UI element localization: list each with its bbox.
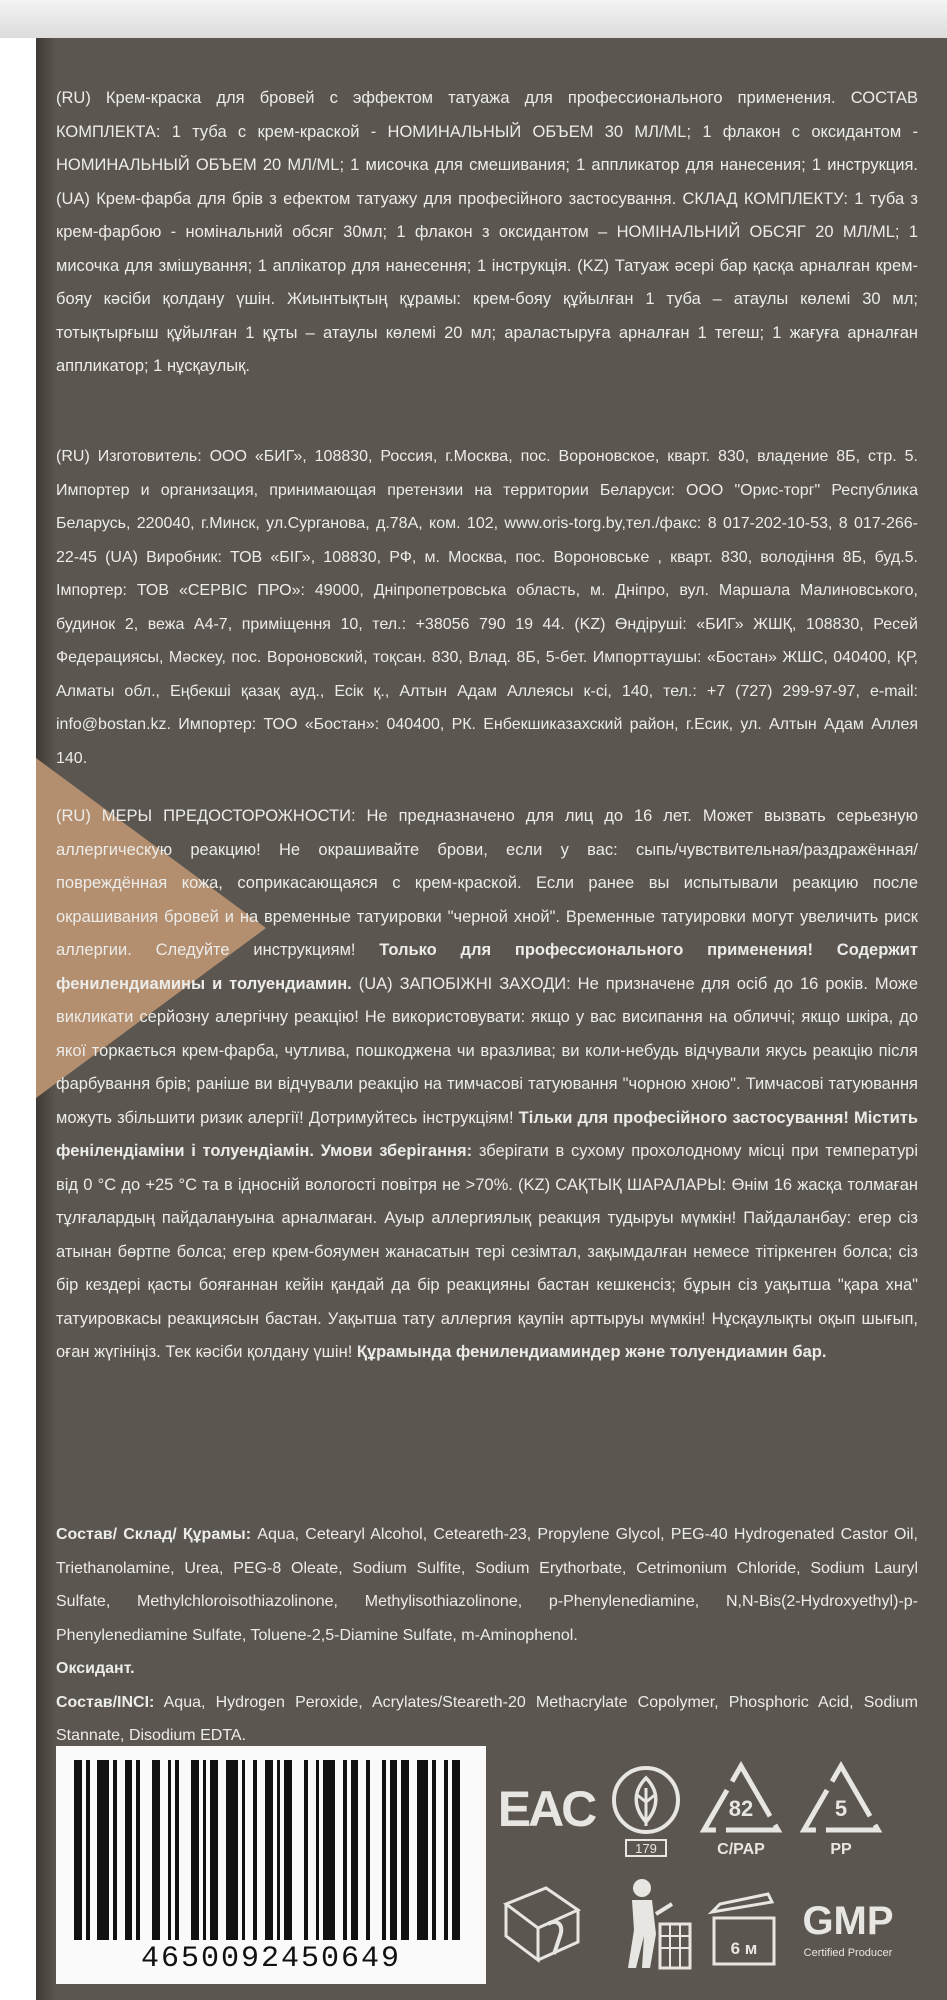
precautions-part1: (RU) МЕРЫ ПРЕДОСТОРОЖНОСТИ: Не предназначено для лиц до 16 лет. Может вызвать серьезную аллергическую реакцию! Не окрашивайте брови, если у вас: сыпь/чувствительная/раздражённая/повреждённая кожа, соприкасающаяся с крем-краской. Если ранее вы испытывали реакцию после окрашивания бровей и на временные татуировки "черной хной". Временные татуировки могут увеличить риск аллергии. Следуйте инструкциям! xyxy=(56,807,918,959)
precautions-part3: зберігати в сухому прохолодному місці при температурі від 0 °С до +25 °С та в ідносній вологості повітря не >70%. (KZ) САҚТЫҚ ШАРАЛАРЫ: Өнім 16 жасқа толмаған тұлғалардың пайдалануына арналмаған. Ауыр аллергиялық реакция тудыруы мүмкін! Пайдаланбау: егер сіз атынан бөртпе болса; егер крем-бояумен жанасатын тері сезімтал, зақымдалған немесе тітіркенген болса; сіз бір кездері қасты бояғаннан кейін қандай да бір реакцияны бастан кешкенсіз; бұрын сіз уақытша "қара хна" татуировкасы реакциясын бастан. Уақытша тату аллергия қаупін арттыруы мүмкін! Нұсқаулықты оқып шығып, оған жүгініңіз. Тек кәсіби қолдану үшін! xyxy=(56,1142,918,1361)
ingredients-text xyxy=(56,1518,918,1652)
leaf-symbol-icon xyxy=(606,1760,686,1860)
manufacturer-block xyxy=(56,440,918,775)
read-instructions-icon xyxy=(498,1874,588,1974)
precautions-bold2: Тільки для професійного застосування! Містить фенілендіаміни і толуендіамін. Умови зберігання: xyxy=(56,1108,918,1160)
inci-list: Aqua, Hydrogen Peroxide, Acrylates/Steareth-20 Methacrylate Copolymer, Phosphoric Acid, Sodium Stannate, Disodium EDTA. xyxy=(56,1693,918,1744)
inci-text xyxy=(56,1686,918,1753)
pao-jar-icon xyxy=(704,1884,784,1974)
eac-mark-text: EAC xyxy=(497,1781,595,1837)
recycle-pp-label: PP xyxy=(830,1841,852,1858)
gmp-text: GMP xyxy=(802,1899,894,1943)
precautions-part2: (UA) ЗАПОБІЖНІ ЗАХОДИ: Не призначене для осіб до 16 років. Може викликати серйозну алергічну реакцію! Не використовувати: якщо у вас висипання на обличчі; якщо шкіра, до якої торкається крем-фарба, чутлива, пошкоджена чи вразлива; ви коли-небудь відчували якусь реакцію після фарбування брів; раніше ви відчували реакцію на тимчасові татуювання "чорною хною". Тимчасові татуювання можуть збільшити ризик алергії! Дотримуйтесь інструкціям! xyxy=(56,974,919,1127)
recycle-pp-number: 5 xyxy=(834,1796,848,1821)
precautions-bold3: Құрамында фенилендиаминдер және толуендиамин бар. xyxy=(356,1343,827,1361)
package-back-panel xyxy=(36,38,947,2000)
recycle-cpap-icon xyxy=(696,1760,786,1860)
precautions-bold1: Только для профессионального применения! Содержит фенилендиамины и толуендиамин. xyxy=(56,941,919,993)
recycle-cpap-number: 82 xyxy=(728,1796,754,1821)
ingredients-list: Aqua, Cetearyl Alcohol, Ceteareth-23, Propylene Glycol, PEG-40 Hydrogenated Castor Oil, Triethanolamine, Urea, PEG-8 Oleate, Sodium Sulfite, Sodium Erythorbate, Cetrimonium Chloride, Sodium Lauryl Sulfate, Methylchloroisothiazolinone, Methylisothiazolinone, p-Phenylenediamine, N,N-Bis(2-Hydroxyethyl)-p-Phenylenediamine Sulfate, Toluene-2,5-Diamine Sulfate, m-Aminophenol. xyxy=(56,1526,919,1644)
eac-mark-icon xyxy=(497,1766,595,1846)
barcode-bars xyxy=(74,1760,468,1940)
manufacturer-text: (RU) Изготовитель: ООО «БИГ», 108830, Россия, г.Москва, пос. Вороновское, кварт. 830, владение 8Б, стр. 5. Импортер и организация, принимающая претензии на территории Беларуси: ООО "Орис-торг" Республика Беларусь, 220040, г.Минск, ул.Сурганова, д.78А, ком. 102, www.oris-torg.by,тел./факс: 8 017-202-10-53, 8 017-266-22-45 (UA) Виробник: ТОВ «БІГ», 108830, РФ, м. Москва, пос. Вороновське , кварт. 830, володіння 8Б, буд.5. Імпортер: ТОВ «СЕРВІС ПРО»: 49000, Дніпропетровська область, м. Дніпро, вул. Маршала Малиновського, будинок 2, вежа А4-7, приміщення 10, тел.: +38056 790 19 44. (KZ) Өндіруші: «БИГ» ЖШҚ, 108830, Ресей Федерациясы, Мәскеу, пос. Вороновский, тоқсан. 830, Влад. 8Б, 5-бет. Импорттаушы: «Бостан» ЖШС, 040400, ҚР, Алматы обл., Еңбекші қазақ ауд., Есік қ., Алтын Адам Аллеясы к-сі, 140, тел.: +7 (727) 299-97-97, e-mail: info@bostan.kz. Импортер: ТОО «Бостан»: 040400, РК. Енбекшиказахский район, г.Есик, ул. Алтын Адам Аллея 140. xyxy=(56,448,918,767)
barcode-digits: 4650092450649 xyxy=(140,1942,402,1976)
oxidant-title: Оксидант. xyxy=(56,1660,135,1677)
pao-text: 6 м xyxy=(730,1939,758,1958)
composition-block xyxy=(56,82,918,384)
ingredients-block xyxy=(56,1518,918,1753)
ingredients-label: Состав/ Склад/ Құрамы: xyxy=(56,1526,252,1543)
recycle-bin-icon xyxy=(616,1874,696,1974)
recycle-cpap-label: C/PAP xyxy=(717,1841,765,1858)
gmp-certified-icon xyxy=(788,1886,908,1970)
ean-barcode xyxy=(56,1746,486,1984)
precautions-text xyxy=(56,800,918,1370)
recycle-pp-icon xyxy=(796,1760,886,1860)
composition-text: (RU) Крем-краска для бровей с эффектом татуажа для профессионального применения. СОСТАВ КОМПЛЕКТА: 1 туба с крем-краской - НОМИНАЛЬНЫЙ ОБЪЕМ 30 МЛ/ML; 1 флакон с оксидантом - НОМИНАЛЬНЫЙ ОБЪЕМ 20 МЛ/ML; 1 мисочка для смешивания; 1 аппликатор для нанесения; 1 инструкция. (UA) Крем-фарба для брів з ефектом татуажу для професійного застосування. СКЛАД КОМПЛЕКТУ: 1 туба з крем-фарбою - номінальний обсяг 30мл; 1 флакон з оксидантом – НОМІНАЛЬНИЙ ОБСЯГ 20 МЛ/ML; 1 мисочка для змішування; 1 аплікатор для нанесення; 1 інструкція. (KZ) Татуаж әсері бар қасқа арналған крем-бояу кәсіби қолдану үшін. Жиынтықтың құрамы: крем-бояу құйылған 1 туба – атаулы көлемі 30 мл; тотықтырғыш құйылған 1 құты – атаулы көлемі 20 мл; араластыруға арналған 1 тегеш; 1 жағуға арналған аппликатор; 1 нұсқаулық. xyxy=(56,89,918,375)
leaf-symbol-number: 179 xyxy=(635,1841,657,1856)
inci-label: Состав/INCI: xyxy=(56,1693,155,1711)
gmp-subtext: Certified Producer xyxy=(803,1947,893,1959)
box-top-edge xyxy=(0,0,947,38)
precautions-block xyxy=(56,800,918,1370)
